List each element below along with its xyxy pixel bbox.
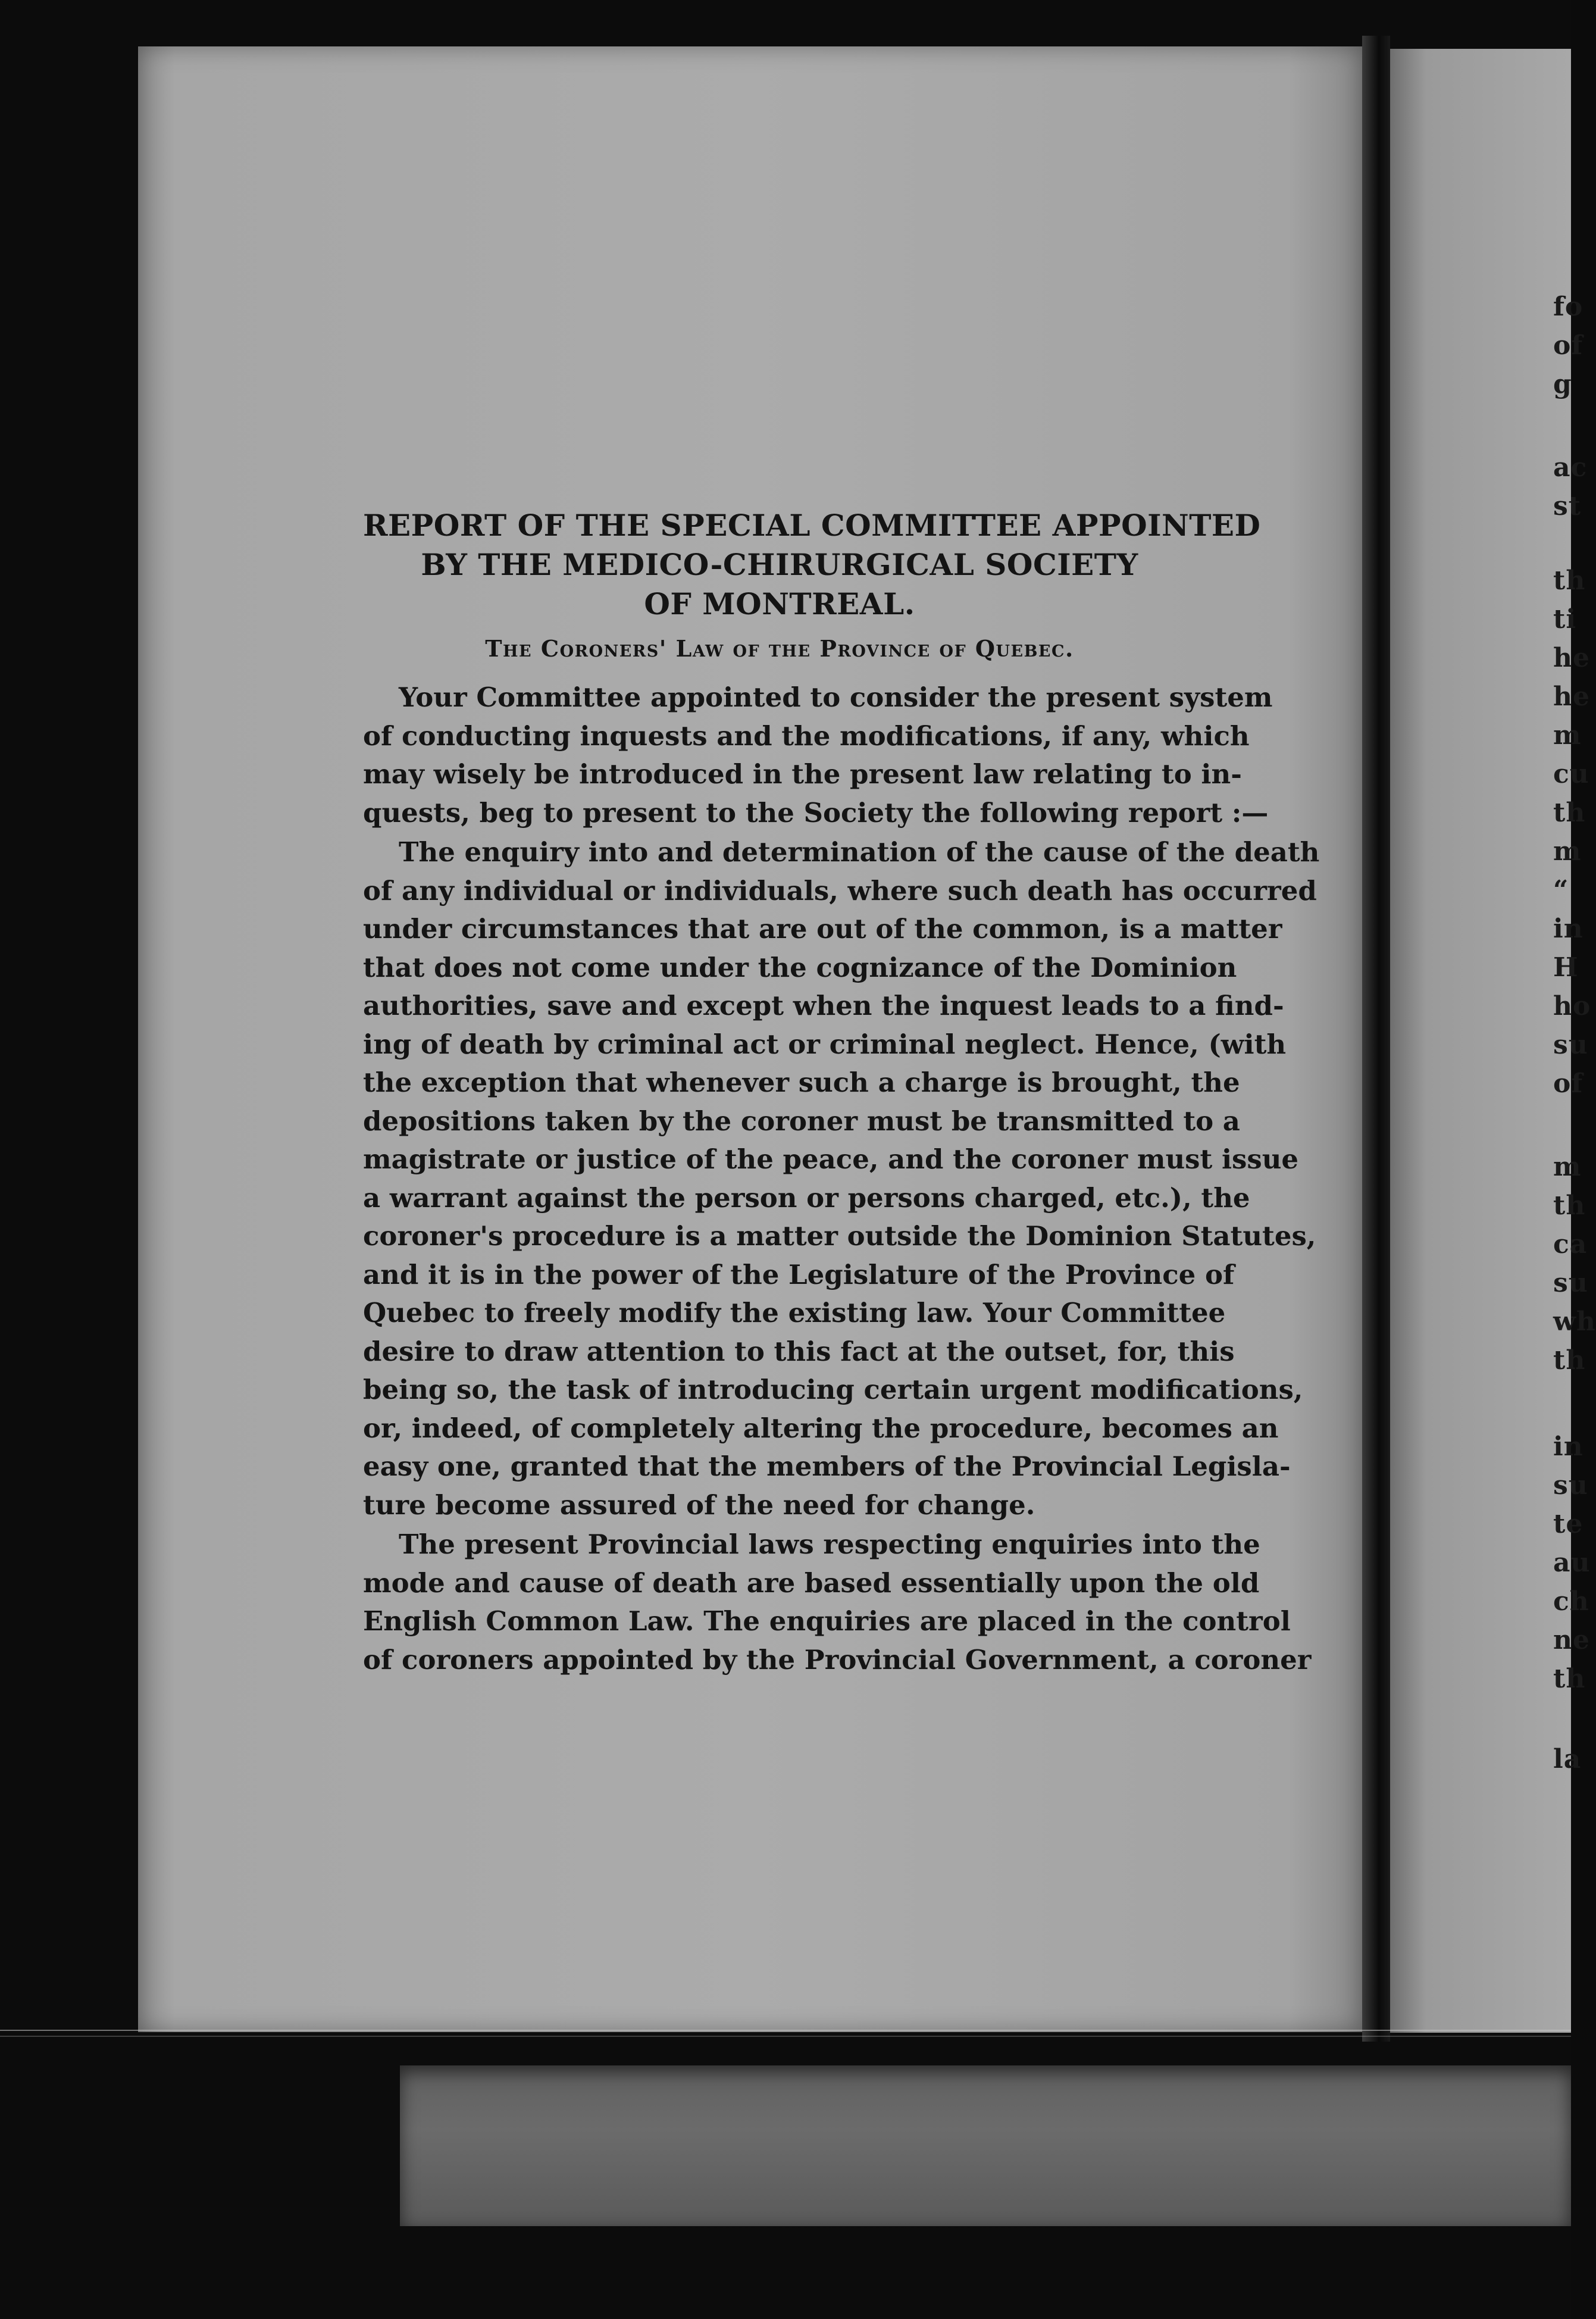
text-line: ture become assured of the need for change.: [363, 1489, 1035, 1521]
text-line: that does not come under the cognizance of the Dominion: [363, 951, 1237, 983]
fragment: m: [1553, 720, 1582, 751]
fragment: he: [1553, 643, 1590, 673]
fragment: in: [1553, 914, 1584, 944]
fragment: ti: [1553, 604, 1577, 635]
report-text: [363, 506, 1320, 1680]
text-line: quests, beg to present to the Society the following report :—: [363, 796, 1269, 829]
report-title-line: BY THE MEDICO-CHIRURGICAL SOCIETY: [421, 547, 1138, 582]
fragment: th: [1553, 565, 1586, 596]
fragment: su: [1553, 1030, 1588, 1060]
paragraph-2: [363, 833, 1320, 1524]
text-line: magistrate or justice of the peace, and the coroner must issue: [363, 1143, 1299, 1175]
scan-artifact-line: [0, 2036, 1571, 2037]
text-line: The present Provincial laws respecting enquiries into the: [399, 1529, 1260, 1560]
text-line: Quebec to freely modify the existing law. Your Committee: [363, 1297, 1226, 1329]
fragment: ac: [1553, 452, 1588, 483]
text-line: the exception that whenever such a charge is brought, the: [363, 1067, 1240, 1098]
fragment: au: [1553, 1548, 1591, 1578]
fragment: “: [1553, 875, 1569, 905]
text-line: of any individual or individuals, where such death has occurred: [363, 874, 1317, 907]
fragment: in: [1553, 1432, 1584, 1462]
fragment: he: [1553, 682, 1590, 712]
text-line: of conducting inquests and the modifications, if any, which: [363, 720, 1250, 752]
fragment: te: [1553, 1509, 1584, 1539]
fragment: st: [1553, 491, 1582, 521]
text-line: may wisely be introduced in the present law relating to in-: [363, 758, 1242, 790]
text-line: mode and cause of death are based essentially upon the old: [363, 1567, 1260, 1599]
fragment: m: [1553, 1152, 1582, 1182]
fragment: th: [1553, 1345, 1586, 1376]
text-line: or, indeed, of completely altering the procedure, becomes an: [363, 1412, 1279, 1444]
fragment: su: [1553, 1470, 1588, 1501]
report-subtitle: The Coroners' Law of the Province of Quebec.: [485, 635, 1074, 662]
text-line: of coroners appointed by the Provincial Government, a coroner: [363, 1643, 1312, 1676]
bottom-page-edge: [400, 2065, 1571, 2226]
fragment: of: [1553, 1068, 1584, 1099]
paragraph-1: [363, 679, 1273, 832]
text-line: a warrant against the person or persons charged, etc.), the: [363, 1182, 1250, 1214]
text-line: Your Committee appointed to consider the present system: [399, 682, 1273, 713]
text-line: and it is in the power of the Legislature of the Province of: [363, 1258, 1235, 1290]
fragment: th: [1553, 1190, 1586, 1221]
right-page-edge: [1390, 49, 1571, 2033]
text-line: The enquiry into and determination of the cause of the death: [399, 836, 1320, 868]
fragment: g: [1553, 369, 1572, 399]
text-line: English Common Law. The enquiries are placed in the control: [363, 1605, 1291, 1637]
book-spine: [1362, 36, 1390, 2042]
fragment: su: [1553, 1268, 1588, 1298]
text-line: being so, the task of introducing certain urgent modifications,: [363, 1374, 1303, 1405]
fragment: th: [1553, 1664, 1586, 1694]
text-line: easy one, granted that the members of the Provincial Legisla-: [363, 1451, 1291, 1482]
fragment: of: [1553, 330, 1584, 361]
text-line: desire to draw attention to this fact at the outset, for, this: [363, 1335, 1235, 1367]
fragment: ho: [1553, 991, 1591, 1021]
fragment: fo: [1553, 292, 1584, 322]
text-line: ing of death by criminal act or criminal neglect. Hence, (with: [363, 1028, 1287, 1060]
fragment: la: [1553, 1744, 1582, 1774]
text-line: authorities, save and except when the inquest leads to a find-: [363, 990, 1284, 1021]
text-line: depositions taken by the coroner must be transmitted to a: [363, 1105, 1240, 1137]
paragraph-3: [363, 1526, 1312, 1679]
fragment: ne: [1553, 1625, 1590, 1655]
fragment: cu: [1553, 759, 1589, 789]
text-line: under circumstances that are out of the common, is a matter: [363, 913, 1282, 945]
report-title-line: OF MONTREAL.: [644, 586, 915, 621]
text-line: coroner's procedure is a matter outside the Dominion Statutes,: [363, 1220, 1316, 1252]
fragment: wh: [1553, 1307, 1596, 1337]
fragment: th: [1553, 798, 1586, 828]
report-title-line: REPORT OF THE SPECIAL COMMITTEE APPOINTED: [363, 508, 1261, 543]
fragment: ch: [1553, 1586, 1589, 1617]
fragment: ca: [1553, 1229, 1588, 1259]
fragment: H: [1553, 952, 1579, 983]
fragment: m: [1553, 836, 1582, 867]
scan-artifact-line: [0, 2030, 1571, 2031]
